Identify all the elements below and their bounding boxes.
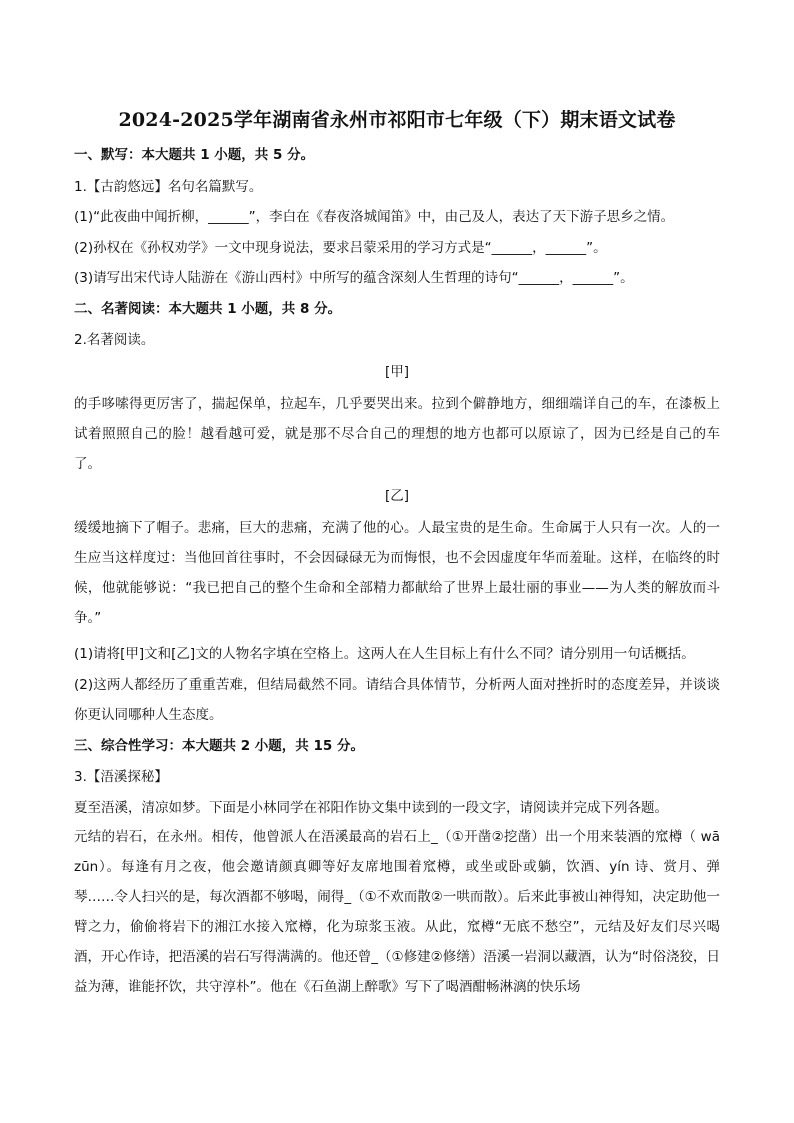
section-2-header: 二、名著阅读：本大题共 1 小题，共 8 分。 [74, 301, 342, 317]
q1-part3: (3)请写出宋代诗人陆游在《游山西村》中所写的蕴含深刻人生哲理的诗句“______，______”。 [74, 270, 634, 286]
q3-title: 3.【浯溪探秘】 [74, 769, 168, 785]
q2-title: 2.名著阅读。 [74, 332, 155, 348]
passage-yi-text: 缓缓地摘下了帽子。悲痛，巨大的悲痛，充满了他的心。人最宝贵的是生命。生命属于人只有一次。人的一生应当这样度过：当他回首往事时，不会因碌碌无为而悔恨，也不会因虚度年华而羞耻。这样，在临终的时候，他就能够说：“我已把自己的整个生命和全部精力都献给了世界上最壮丽的事业——为人类的解放而斗争。” [74, 520, 720, 626]
q3-passage: 元结的岩石，在永州。相传，他曾派人在浯溪最高的岩石上_（①开凿②挖凿）出一个用来装酒的窊樽（ wā zūn）。每逢有月之夜，他会邀请颜真卿等好友席地围着窊樽，或坐或卧或躺，饮酒、yín 诗、赏月、弹琴……令人扫兴的是，每次酒都不够喝，闹得_（①不欢而散②一哄而散）。后来此事被山神得知，决定助他一臂之力，偷偷将岩下的湘江水接入窊樽，化为琼浆玉液。从此，窊樽“无底不愁空”，元结及好友们尽兴喝酒，开心作诗，把浯溪的岩石写得满满的。他还曾_（①修建②修缮）浯溪一岩洞以藏酒，认为“时俗浇狡，日益为薄，谁能抔饮，共守淳朴”。他在《石鱼湖上醉歌》写下了喝酒酣畅淋漓的快乐场 [74, 829, 720, 995]
passage-jia-text: 的手哆嗦得更厉害了，揣起保单，拉起车，几乎要哭出来。拉到个僻静地方，细细端详自己的车，在漆板上试着照照自己的脸！越看越可爱，就是那不尽合自己的理想的地方也都可以原谅了，因为已经是自己的车了。 [74, 396, 720, 472]
q2-part2: (2)这两人都经历了重重苦难，但结局截然不同。请结合具体情节，分析两人面对挫折时的态度差异，并谈谈你更认同哪种人生态度。 [74, 677, 720, 723]
passage-jia-label: [甲] [384, 364, 410, 380]
passage-yi-label: [乙] [384, 488, 410, 504]
q1-title: 1.【古韵悠远】名句名篇默写。 [74, 179, 263, 195]
q1-part2: (2)孙权在《孙权劝学》一文中现身说法，要求吕蒙采用的学习方式是“______，______”。 [74, 240, 607, 256]
section-3-header: 三、综合性学习：本大题共 2 小题，共 15 分。 [74, 738, 364, 754]
q2-part1: (1)请将[甲]文和[乙]文的人物名字填在空格上。这两人在人生目标上有什么不同？请分别用一句话概括。 [74, 646, 695, 662]
q3-intro: 夏至浯溪，清凉如梦。下面是小林同学在祁阳作协文集中读到的一段文字，请阅读并完成下列各题。 [74, 800, 668, 816]
q1-part1: (1)“此夜曲中闻折柳，______”，李白在《春夜洛城闻笛》中，由己及人，表达了天下游子思乡之情。 [74, 209, 675, 225]
page-title: 2024-2025学年湖南省永州市祁阳市七年级（下）期末语文试卷 [118, 109, 676, 131]
section-1-header: 一、默写：本大题共 1 小题，共 5 分。 [74, 147, 315, 163]
